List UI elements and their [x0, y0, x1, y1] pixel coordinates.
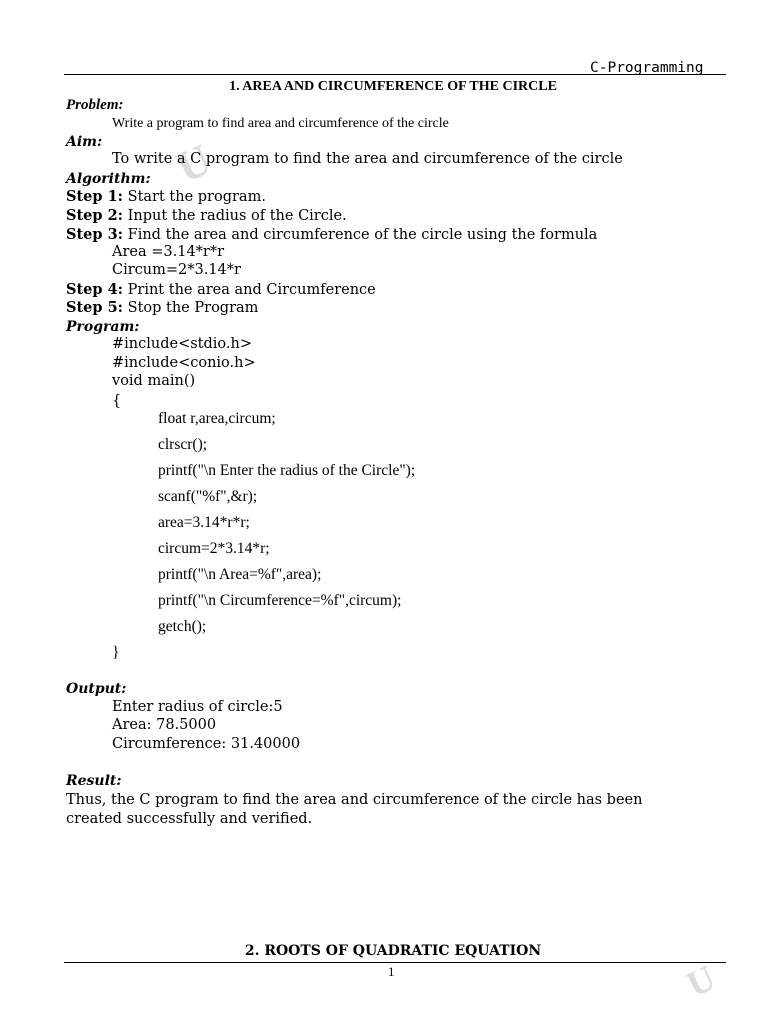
- step-label: Step 5:: [66, 299, 124, 316]
- step-4: [66, 281, 376, 298]
- footer-rule: [64, 962, 726, 963]
- section-title: 1. AREA AND CIRCUMFERENCE OF THE CIRCLE: [229, 79, 557, 94]
- step-label: Step 3:: [66, 226, 124, 243]
- step-text: Stop the Program: [127, 300, 259, 316]
- code-line: #include<conio.h>: [112, 355, 256, 371]
- code-line: circum=2*3.14*r;: [158, 540, 270, 557]
- output-label: Output:: [66, 681, 127, 697]
- formula-area: Area =3.14*r*r: [112, 244, 225, 260]
- running-header: C-Programming: [590, 60, 704, 76]
- code-line: #include<stdio.h>: [112, 336, 252, 352]
- code-line: clrscr();: [158, 436, 208, 453]
- page-number: 1: [388, 964, 395, 979]
- problem-text: Write a program to find area and circumference of the circle: [112, 116, 449, 131]
- code-line: printf("\n Enter the radius of the Circle");: [158, 462, 416, 479]
- output-line: Circumference: 31.40000: [112, 736, 301, 752]
- output-line: Enter radius of circle:5: [112, 699, 283, 715]
- step-text: Input the radius of the Circle.: [127, 208, 347, 224]
- code-line: float r,area,circum;: [158, 410, 276, 427]
- step-text: Start the program.: [127, 189, 266, 205]
- aim-label: Aim:: [66, 134, 103, 150]
- code-line: area=3.14*r*r;: [158, 514, 250, 531]
- section-title: 2. ROOTS OF QUADRATIC EQUATION: [244, 943, 542, 959]
- step-3: [66, 226, 597, 243]
- step-text: Find the area and circumference of the circle using the formula: [127, 227, 598, 243]
- code-line: {: [112, 393, 122, 409]
- result-text: created successfully and verified.: [66, 811, 313, 827]
- step-2: [66, 207, 347, 224]
- code-line: printf("\n Circumference=%f",circum);: [158, 592, 402, 609]
- step-label: Step 2:: [66, 207, 124, 224]
- algorithm-label: Algorithm:: [66, 171, 151, 187]
- aim-text: To write a C program to find the area and circumference of the circle: [112, 151, 623, 167]
- result-text: Thus, the C program to find the area and circumference of the circle has been: [66, 792, 643, 808]
- code-line: printf("\n Area=%f",area);: [158, 566, 322, 583]
- step-label: Step 1:: [66, 188, 124, 205]
- code-line: }: [112, 644, 120, 661]
- watermark-logo: U: [169, 134, 219, 193]
- step-label: Step 4:: [66, 281, 124, 298]
- code-line: void main(): [112, 373, 196, 389]
- formula-circum: Circum=2*3.14*r: [112, 262, 241, 278]
- step-5: [66, 299, 258, 316]
- step-text: Print the area and Circumference: [127, 282, 376, 298]
- step-1: [66, 188, 266, 205]
- problem-label: Problem:: [66, 97, 124, 113]
- header-rule: [64, 74, 726, 75]
- output-line: Area: 78.5000: [112, 717, 217, 733]
- code-line: getch();: [158, 618, 207, 635]
- result-label: Result:: [66, 773, 122, 789]
- program-label: Program:: [66, 319, 140, 335]
- code-line: scanf("%f",&r);: [158, 488, 258, 505]
- watermark-logo: U: [680, 957, 722, 1005]
